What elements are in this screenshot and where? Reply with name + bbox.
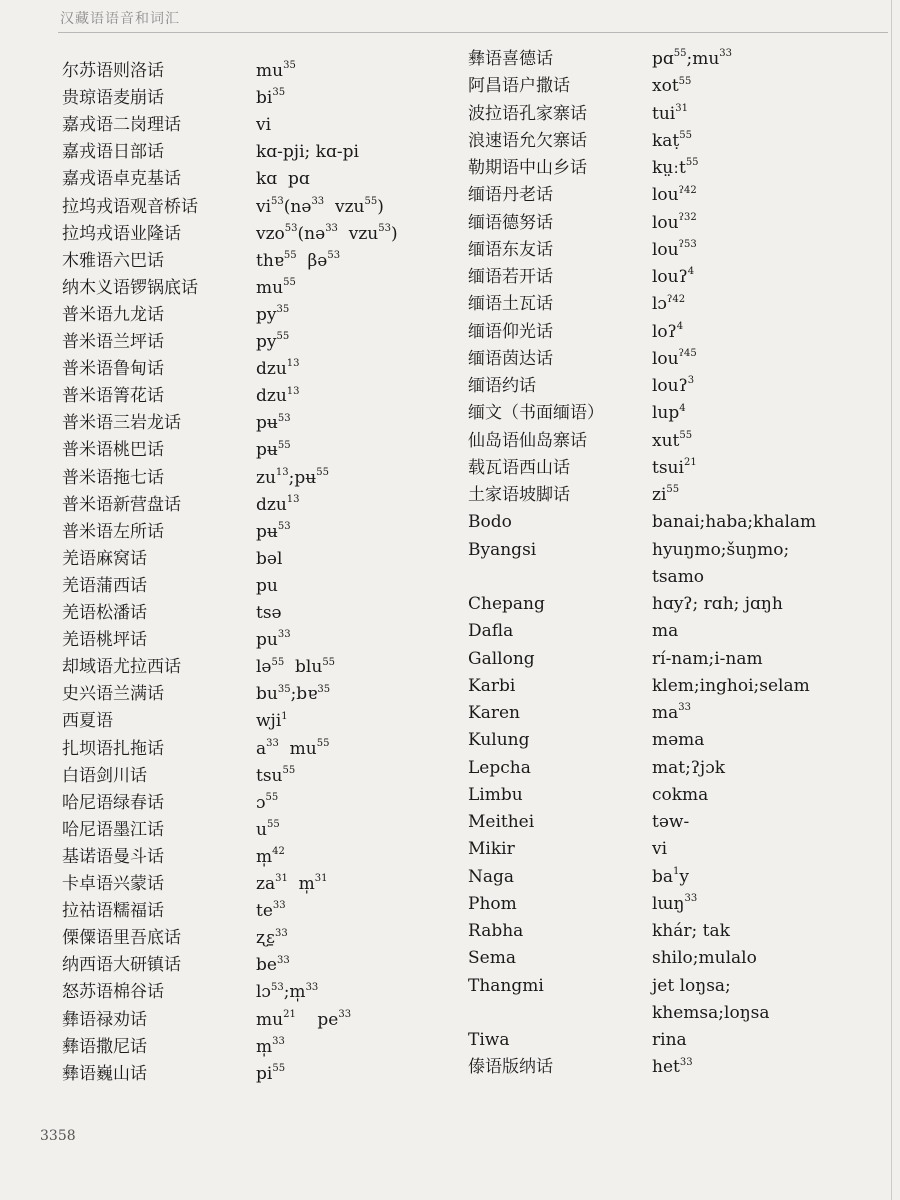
word-form: lə$^{55}$ blu$^{55}$ — [256, 656, 336, 678]
entry-row — [468, 103, 888, 125]
word-form: jet loŋsa; — [652, 975, 731, 996]
dialect-name: 缅文（书面缅语） — [468, 403, 604, 424]
dialect-name: Dafla — [468, 621, 514, 642]
entry-row — [468, 184, 888, 206]
word-form: təw- — [652, 812, 690, 832]
entry-row — [468, 675, 888, 697]
entry-row — [468, 593, 888, 615]
word-form: $za^{31}$ m̩$^{31}$ — [256, 873, 328, 894]
word-form: $bi^{35}$ — [256, 87, 286, 109]
word-form: pu — [256, 575, 278, 596]
entry-row — [468, 811, 888, 833]
dialect-name: 缅语丹老话 — [468, 185, 553, 206]
word-form: vi — [652, 839, 668, 860]
dialect-name: 白语剑川话 — [62, 765, 147, 786]
entry-row — [468, 321, 888, 343]
word-form: kṳːt$^{55}$ — [652, 157, 699, 178]
word-form: khár; tak — [652, 921, 730, 941]
word-form: banai;haba;khalam — [652, 512, 817, 533]
dialect-name: 尔苏语则洛话 — [62, 61, 164, 81]
word-form: khemsa;loŋsa — [652, 1002, 770, 1023]
dialect-name: Kulung — [468, 730, 530, 751]
word-form: rí-nam;i-nam — [652, 648, 763, 669]
word-form: kaṭ$^{55}$ — [652, 130, 693, 151]
dialect-name: 哈尼语墨江话 — [62, 819, 164, 840]
dialect-name: 纳木义语锣锅底话 — [62, 277, 198, 298]
dialect-name: Rabha — [468, 921, 524, 941]
entry-row — [468, 757, 888, 779]
word-form: kɑ-pji; kɑ-pi — [256, 142, 359, 163]
word-form: pʉ$^{53}$ — [256, 521, 291, 542]
dialect-name: 勒期语中山乡话 — [468, 158, 587, 178]
word-form: $pi^{55}$ — [256, 1063, 286, 1084]
dialect-name: 普米语左所话 — [62, 521, 164, 542]
dialect-name: 缅语若开话 — [468, 267, 553, 287]
dialect-name: Gallong — [468, 648, 535, 669]
word-form: məma — [652, 730, 705, 751]
running-header: 汉藏语语音和词汇 — [60, 11, 180, 27]
word-form: tsu$^{55}$ — [256, 764, 296, 786]
entry-row — [468, 457, 888, 479]
entry-row — [468, 293, 888, 315]
word-form: klem;inghoi;selam — [652, 675, 810, 696]
entry-row — [468, 648, 888, 670]
dialect-name: 普米语新营盘话 — [62, 494, 181, 515]
dialect-name: 拉祜语糯福话 — [62, 901, 164, 922]
entry-row — [468, 484, 888, 506]
entry-row — [468, 1056, 888, 1078]
entry-row — [468, 157, 888, 179]
word-form: $be^{33}$ — [256, 954, 290, 976]
dialect-name: 普米语三岩龙话 — [62, 413, 181, 434]
dialect-name: 彝语喜德话 — [468, 49, 553, 69]
dialect-name: Byangsi — [468, 539, 537, 560]
word-form: ɔ$^{55}$ — [256, 792, 279, 813]
word-form: lou$^{ʔ32}$ — [652, 211, 697, 233]
dialect-name: 贵琼语麦崩话 — [62, 88, 164, 109]
word-form: dzu$^{13}$ — [256, 358, 300, 380]
entry-row — [468, 212, 888, 234]
dialect-name: 普米语九龙话 — [62, 304, 164, 325]
entry-row — [468, 975, 888, 997]
word-form: kɑ pɑ — [256, 169, 310, 190]
word-form: mat;ʔjɔk — [652, 757, 726, 778]
word-form: ma — [652, 621, 679, 642]
word-form: lɯŋ$^{33}$ — [652, 893, 698, 914]
dialect-name: 普米语箐花话 — [62, 386, 164, 407]
dialect-name: 卡卓语兴蒙话 — [62, 874, 164, 894]
dialect-name: Meithei — [468, 812, 535, 832]
dialect-name: 浪速语允欠寨话 — [468, 130, 587, 151]
page-number: 3358 — [40, 1128, 76, 1144]
dialect-name: 木雅语六巴话 — [62, 250, 164, 271]
entry-row — [468, 375, 888, 397]
entry-row — [468, 75, 888, 97]
entry-row — [468, 947, 888, 969]
dialect-name: 傣语版纳话 — [468, 1057, 553, 1078]
dialect-name: 嘉戎语日部话 — [62, 142, 164, 163]
word-form: $u^{55}$ — [256, 819, 280, 840]
dialect-name: 普米语鲁甸话 — [62, 359, 164, 380]
word-form: wji$^1$ — [256, 710, 288, 732]
word-form: tsə — [256, 603, 282, 623]
word-form: vzo$^{53}$(nə$^{33}$ vzu$^{53}$) — [256, 222, 398, 244]
word-form: $pɑ^{55};mu^{33}$ — [652, 48, 733, 69]
dialect-name: 载瓦语西山话 — [468, 457, 570, 478]
dialect-name: 扎坝语扎拖话 — [62, 738, 164, 759]
word-form: cokma — [652, 784, 709, 805]
word-form: bəl — [256, 548, 283, 569]
entry-row — [468, 48, 888, 70]
entry-row — [468, 430, 888, 452]
dialect-name: 羌语麻窝话 — [62, 548, 147, 569]
word-form: het$^{33}$ — [652, 1056, 693, 1078]
word-form: louʔ$^3$ — [652, 375, 695, 396]
dialect-name: 缅语茵达话 — [468, 348, 553, 369]
entry-row — [468, 838, 888, 860]
dialect-name: Karbi — [468, 675, 516, 696]
word-form: xot$^{55}$ — [652, 75, 692, 97]
dialect-name: 西夏语 — [62, 711, 113, 732]
word-form: vi — [256, 115, 272, 136]
word-form: loʔ$^4$ — [652, 320, 684, 342]
word-form: $py^{55}$ — [256, 331, 290, 352]
entry-row — [468, 402, 888, 424]
dialect-name: 却域语尤拉西话 — [62, 657, 181, 678]
dialect-name: 普米语兰坪话 — [62, 332, 164, 352]
entry-row — [468, 920, 888, 942]
dialect-name: 波拉语孔家寨话 — [468, 103, 587, 124]
word-form: $vi^{53}(nə^{33}$ vzu$^{55}$) — [256, 195, 384, 217]
dialect-name: 彝语巍山话 — [62, 1063, 147, 1084]
word-form: $te^{33}$ — [256, 900, 286, 922]
dialect-name: Phom — [468, 893, 517, 914]
dialect-name: 羌语桃坪话 — [62, 630, 147, 651]
word-form: $mu^{55}$ — [256, 277, 296, 298]
word-form: lou$^{ʔ42}$ — [652, 184, 697, 206]
dialect-name: 纳西语大研镇话 — [62, 955, 181, 976]
word-form: pʉ$^{55}$ — [256, 439, 291, 461]
dialect-name: 仙岛语仙岛寨话 — [468, 430, 587, 451]
word-form: louʔ$^4$ — [652, 266, 695, 287]
word-form: rina — [652, 1030, 687, 1050]
dialect-name: 缅语土瓦话 — [468, 294, 553, 315]
word-form: lou$^{ʔ53}$ — [652, 239, 697, 260]
entry-row — [468, 1029, 888, 1051]
entry-row — [468, 729, 888, 751]
entry-row — [468, 511, 888, 533]
dialect-name: 拉坞戎语业隆话 — [62, 223, 181, 244]
word-form: lɔ$^{53}$;m̩$^{33}$ — [256, 981, 319, 1003]
dialect-name: Naga — [468, 866, 515, 887]
dialect-name: 嘉戎语二岗理话 — [62, 115, 181, 136]
word-form: xut$^{55}$ — [652, 429, 693, 451]
word-form: $zu^{13};pʉ^{55}$ — [256, 466, 329, 488]
word-form: $bu^{35};bɐ^{35}$ — [256, 683, 331, 705]
entry-row — [468, 130, 888, 152]
dialect-name: Lepcha — [468, 757, 531, 778]
word-form: tsamo — [652, 566, 705, 587]
dialect-name: 彝语禄劝话 — [62, 1009, 147, 1030]
dialect-name: 缅语德努话 — [468, 212, 553, 233]
word-form: ʐɛ̱$^{33}$ — [256, 927, 288, 949]
dialect-name: 傈僳语里吾底话 — [62, 928, 181, 949]
word-form: $mu^{21}$ $pe^{33}$ — [256, 1008, 352, 1030]
dialect-name: 怒苏语棉谷话 — [62, 982, 164, 1003]
dialect-name: 基诺语曼斗话 — [62, 846, 164, 867]
word-form: shilo;mulalo — [652, 948, 757, 969]
word-form: $ba^1y$ — [652, 865, 690, 887]
dialect-name: 缅语约话 — [468, 376, 536, 396]
word-form: hɑyʔ; rɑh; jɑŋh — [652, 594, 783, 614]
word-form: $mu^{35}$ — [256, 60, 296, 81]
dialect-name: 缅语仰光话 — [468, 321, 553, 342]
word-form: lɔ$^{ʔ42}$ — [652, 293, 686, 315]
entry-row — [468, 266, 888, 288]
dialect-name: 普米语拖七话 — [62, 467, 164, 488]
word-form: tui$^{31}$ — [652, 102, 688, 124]
entry-row — [468, 566, 888, 588]
word-form: lup$^4$ — [652, 402, 686, 424]
word-form: $py^{35}$ — [256, 304, 290, 325]
dialect-name: 羌语蒲西话 — [62, 575, 147, 596]
dialect-name: 土家语坡脚话 — [468, 485, 570, 505]
word-form: dzu$^{13}$ — [256, 385, 300, 407]
entry-row — [468, 702, 888, 724]
dialect-name: Limbu — [468, 784, 523, 805]
entry-row — [468, 539, 888, 561]
dialect-name: Sema — [468, 948, 516, 969]
entry-row — [468, 348, 888, 370]
dialect-name: 哈尼语绿春话 — [62, 792, 164, 813]
word-form: m̩$^{42}$ — [256, 846, 285, 867]
word-form: $ma^{33}$ — [652, 702, 691, 723]
dialect-name: 嘉戎语卓克基话 — [62, 169, 181, 190]
word-form: pʉ$^{53}$ — [256, 412, 291, 434]
entry-row — [468, 893, 888, 915]
word-form: $pu^{33}$ — [256, 629, 291, 651]
entry-row — [468, 866, 888, 888]
dialect-name: Chepang — [468, 594, 545, 614]
dialect-name: 阿昌语户撒话 — [468, 76, 570, 97]
word-form: $a^{33}$ $mu^{55}$ — [256, 737, 330, 759]
dialect-name: Karen — [468, 703, 520, 723]
dialect-name: Mikir — [468, 839, 515, 860]
dialect-name: 彝语撒尼话 — [62, 1036, 147, 1057]
entry-row — [468, 620, 888, 642]
word-form: dzu$^{13}$ — [256, 493, 300, 515]
word-form: lou$^{ʔ45}$ — [652, 348, 697, 369]
word-form: m̩$^{33}$ — [256, 1035, 285, 1057]
entry-row — [468, 239, 888, 261]
dialect-name: 史兴语兰满话 — [62, 684, 164, 705]
entry-row — [468, 784, 888, 806]
word-form: $zi^{55}$ — [652, 484, 680, 505]
dialect-name: 拉坞戎语观音桥话 — [62, 196, 198, 217]
word-form: tsui$^{21}$ — [652, 457, 697, 478]
dialect-name: Bodo — [468, 512, 512, 533]
dialect-name: Tiwa — [468, 1030, 510, 1050]
dialect-name: 羌语松潘话 — [62, 603, 147, 623]
entry-row — [468, 1002, 888, 1024]
dialect-name: 缅语东友话 — [468, 239, 553, 260]
word-form: hyuŋmo;šuŋmo; — [652, 539, 790, 560]
word-form: thɐ$^{55}$ βə$^{53}$ — [256, 250, 341, 271]
dialect-name: Thangmi — [468, 975, 544, 996]
dialect-name: 普米语桃巴话 — [62, 440, 164, 461]
